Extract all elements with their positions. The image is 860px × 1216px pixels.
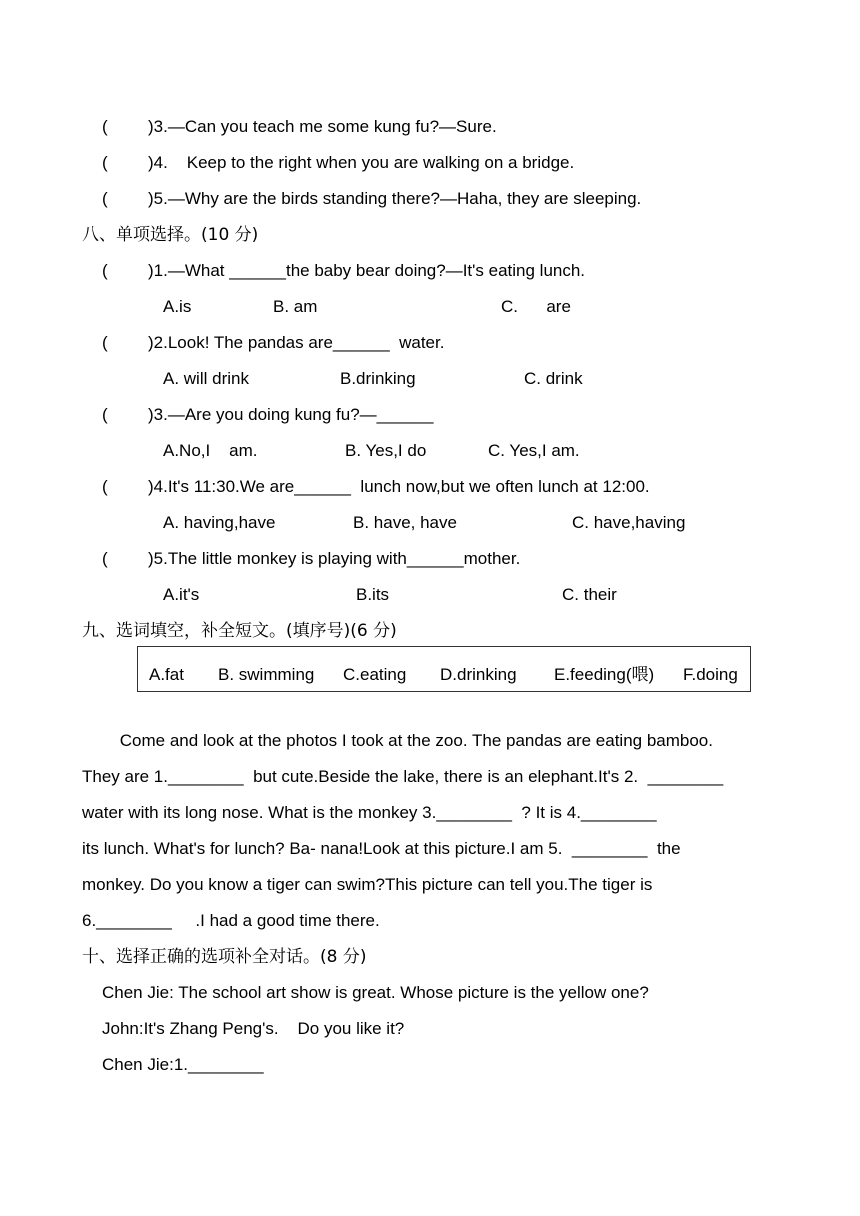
option-s8-1-a: A.is — [163, 297, 192, 316]
question-s8-3: )3.—Are you doing kung fu?—______ — [148, 405, 434, 424]
option-s8-2-b: B.drinking — [340, 369, 416, 388]
paren-s8-5: ( — [102, 549, 108, 568]
word-bank-item: A.fat — [149, 665, 184, 684]
option-s8-1-b: B. am — [273, 297, 318, 316]
section10-heading: 十、选择正确的选项补全对话。(8 分) — [82, 947, 367, 967]
question-s7-4: )4. Keep to the right when you are walking on a bridge. — [148, 153, 575, 172]
question-s7-3: )3.—Can you teach me some kung fu?—Sure. — [148, 117, 497, 136]
dialogue-line: Chen Jie: The school art show is great. Whose picture is the yellow one? — [102, 983, 649, 1002]
word-bank-item: B. swimming — [218, 665, 315, 684]
option-s8-2-c: C. drink — [524, 369, 583, 388]
question-s8-5: )5.The little monkey is playing with______mother. — [148, 549, 521, 568]
word-bank-item: C.eating — [343, 665, 407, 684]
passage-line: its lunch. What's for lunch? Ba- nana!Look at this picture.I am 5. ________ the — [82, 839, 681, 858]
option-s8-4-a: A. having,have — [163, 513, 276, 532]
option-s8-1-c: C. are — [501, 297, 571, 316]
word-bank-item: F.doing — [683, 665, 738, 684]
option-s8-5-b: B.its — [356, 585, 390, 604]
option-s8-5-c: C. their — [562, 585, 617, 604]
word-bank-item: D.drinking — [440, 665, 517, 684]
question-s8-4: )4.It's 11:30.We are______ lunch now,but we often lunch at 12:00. — [148, 477, 650, 496]
paren-s8-3: ( — [102, 405, 108, 424]
option-s8-4-c: C. have,having — [572, 513, 686, 532]
question-s7-5: )5.—Why are the birds standing there?—Haha, they are sleeping. — [148, 189, 642, 208]
paren-s8-2: ( — [102, 333, 108, 352]
paren-s7-3: ( — [102, 117, 108, 136]
dialogue-line: John:It's Zhang Peng's. Do you like it? — [102, 1019, 405, 1038]
paren-s8-4: ( — [102, 477, 108, 496]
word-bank-item: E.feeding(喂) — [554, 665, 655, 684]
passage-line: monkey. Do you know a tiger can swim?This picture can tell you.The tiger is — [82, 875, 653, 894]
passage-line: 6.________ .I had a good time there. — [82, 911, 380, 930]
question-s8-2: )2.Look! The pandas are______ water. — [148, 333, 445, 352]
paren-s7-4: ( — [102, 153, 108, 172]
section9-heading: 九、选词填空，补全短文。(填序号)(6 分) — [82, 621, 397, 641]
option-s8-5-a: A.it's — [163, 585, 200, 604]
passage-line: water with its long nose. What is the monkey 3.________ ? It is 4.________ — [82, 803, 657, 822]
option-s8-4-b: B. have, have — [353, 513, 457, 532]
option-s8-3-b: B. Yes,I do — [345, 441, 427, 460]
option-s8-2-a: A. will drink — [163, 369, 249, 388]
passage-line: They are 1.________ but cute.Beside the lake, there is an elephant.It's 2. ________ — [82, 767, 724, 786]
word-bank-box — [137, 646, 751, 692]
dialogue-line: Chen Jie:1.________ — [102, 1055, 264, 1074]
option-s8-3-a: A.No,I am. — [163, 441, 258, 460]
option-s8-3-c: C. Yes,I am. — [488, 441, 580, 460]
passage-line: Come and look at the photos I took at the zoo. The pandas are eating bamboo. — [82, 731, 713, 750]
paren-s7-5: ( — [102, 189, 108, 208]
paren-s8-1: ( — [102, 261, 108, 280]
section8-heading: 八、单项选择。(10 分) — [82, 225, 259, 245]
question-s8-1: )1.—What ______the baby bear doing?—It's eating lunch. — [148, 261, 586, 280]
